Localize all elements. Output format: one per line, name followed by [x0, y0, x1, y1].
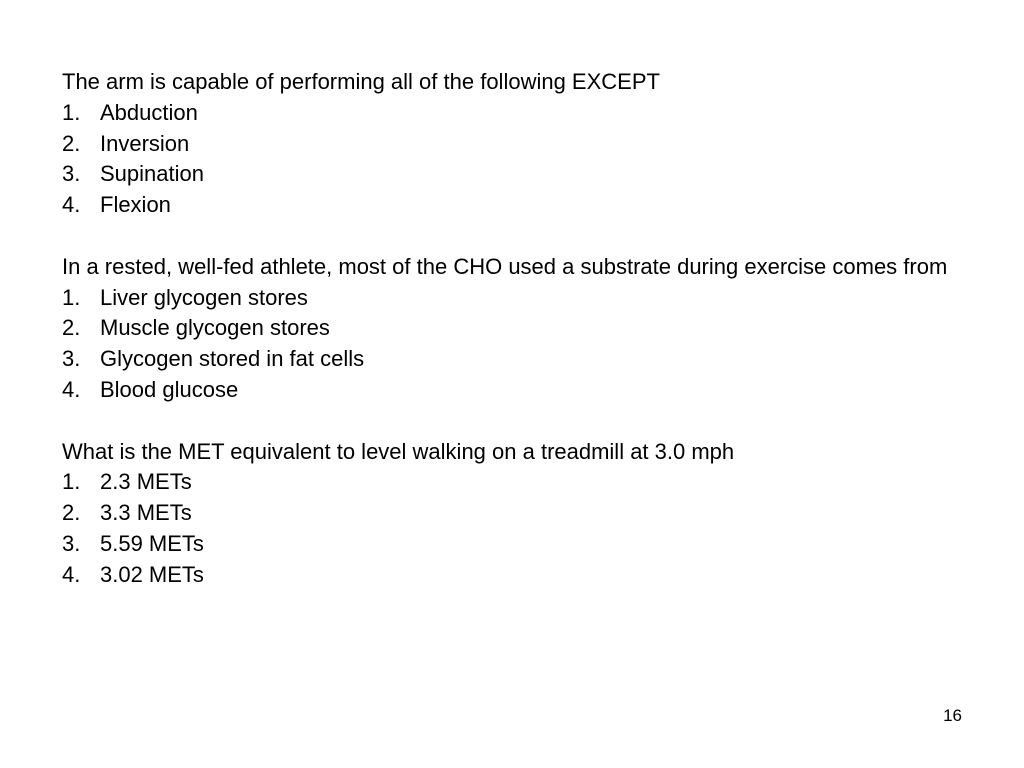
option-text: Blood glucose [100, 376, 239, 402]
option-number: 2. [62, 130, 81, 156]
answer-option [62, 560, 962, 591]
page-number: 16 [943, 706, 962, 725]
option-number: 4. [62, 376, 81, 402]
answer-option [62, 159, 962, 190]
answer-options [62, 283, 962, 406]
option-text: Glycogen stored in fat cells [100, 346, 365, 372]
option-text: Abduction [100, 99, 198, 125]
option-text: Liver glycogen stores [100, 284, 308, 310]
question-3 [62, 437, 962, 591]
option-number: 3. [62, 161, 81, 187]
question-1 [62, 67, 962, 221]
option-number: 3. [62, 530, 81, 556]
option-text: Supination [100, 161, 204, 187]
slide-content [62, 67, 962, 621]
question-text: What is the MET equivalent to level walking on a treadmill at 3.0 mph [62, 438, 735, 464]
option-number: 1. [62, 99, 81, 125]
answer-option [62, 344, 962, 375]
answer-option [62, 375, 962, 406]
answer-option [62, 529, 962, 560]
option-text: Muscle glycogen stores [100, 315, 330, 341]
option-number: 2. [62, 315, 81, 341]
option-text: Flexion [100, 192, 171, 218]
option-number: 2. [62, 500, 81, 526]
answer-option [62, 98, 962, 129]
question-text: The arm is capable of performing all of the following EXCEPT [62, 69, 660, 94]
answer-option [62, 129, 962, 160]
question-text: In a rested, well-fed athlete, most of the CHO used a substrate during exercise comes from [62, 253, 948, 279]
question-2 [62, 252, 962, 406]
option-number: 3. [62, 346, 81, 372]
option-text: 3.3 METs [100, 500, 192, 526]
answer-options [62, 467, 962, 590]
answer-options [62, 98, 962, 221]
option-text: 2.3 METs [100, 469, 192, 495]
answer-option [62, 190, 962, 221]
answer-option [62, 467, 962, 498]
option-text: 5.59 METs [100, 530, 204, 556]
option-number: 1. [62, 284, 81, 310]
option-number: 1. [62, 469, 81, 495]
option-text: Inversion [100, 130, 190, 156]
option-number: 4. [62, 192, 81, 218]
answer-option [62, 498, 962, 529]
answer-option [62, 313, 962, 344]
option-text: 3.02 METs [100, 561, 204, 587]
answer-option [62, 283, 962, 314]
option-number: 4. [62, 561, 81, 587]
